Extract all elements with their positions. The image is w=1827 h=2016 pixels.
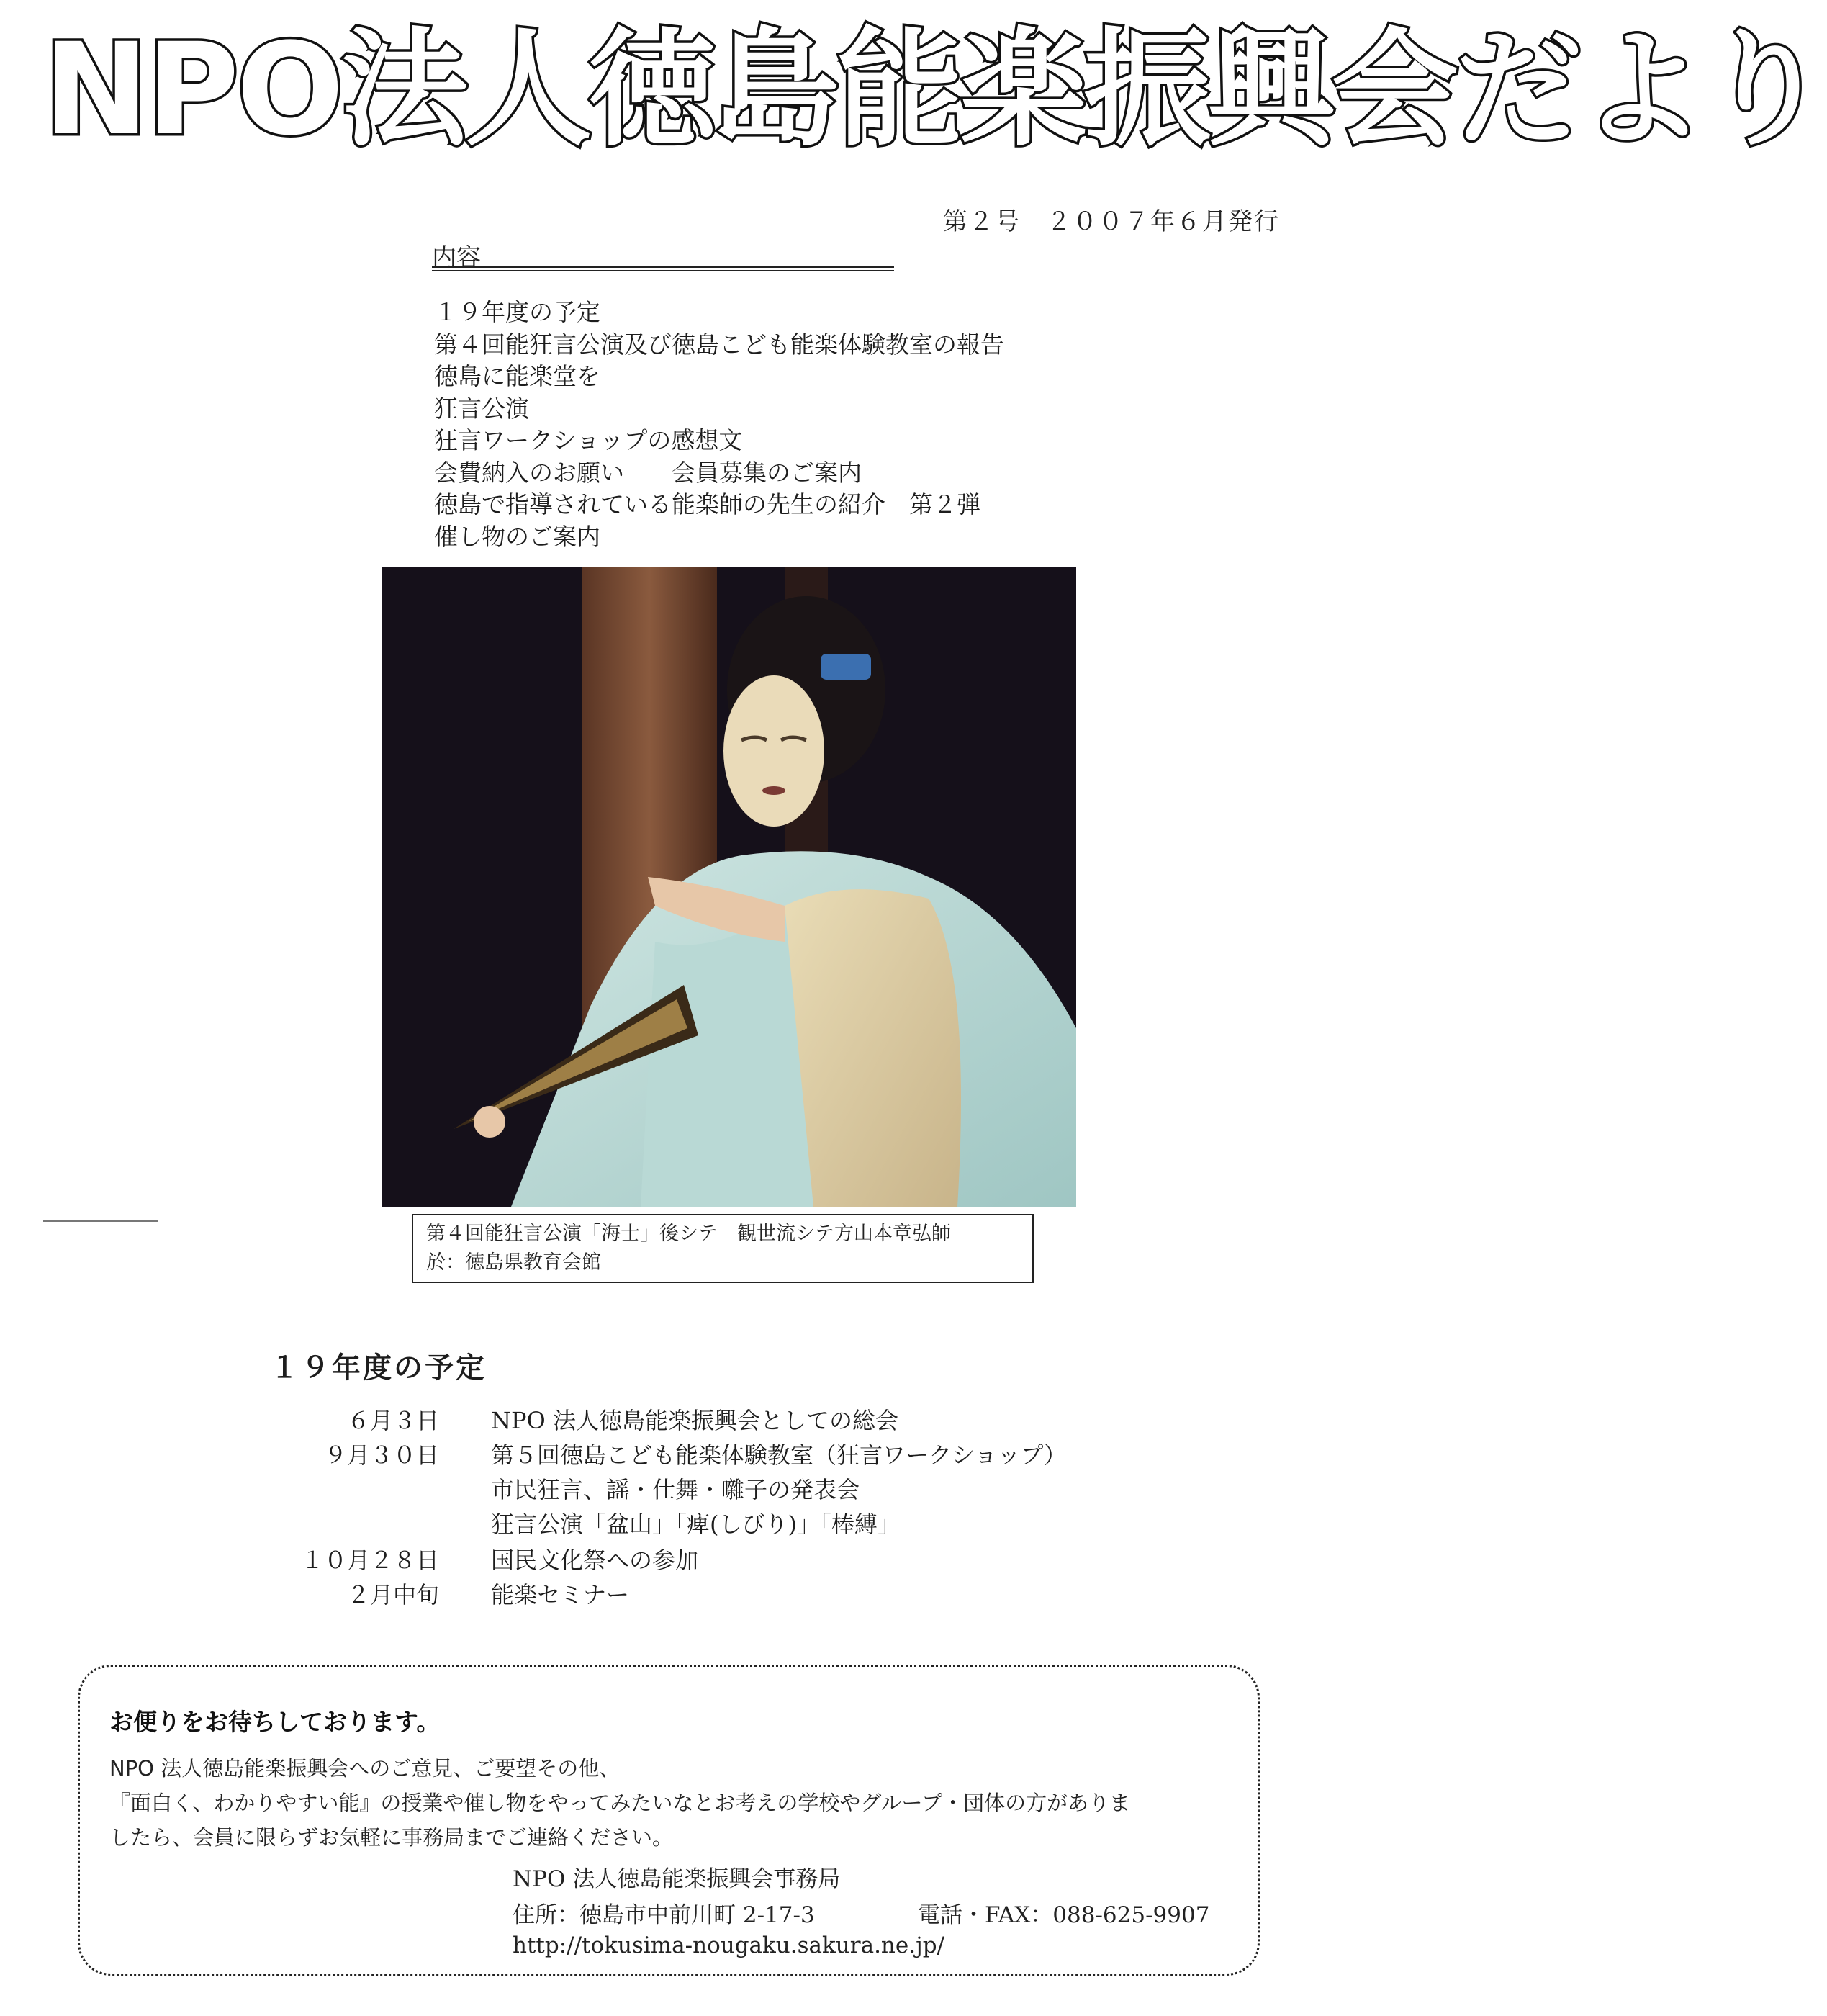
schedule-date: ２月中旬	[346, 1581, 439, 1608]
schedule-event: 国民文化祭への参加	[491, 1547, 699, 1574]
contents-item: 狂言ワークショップの感想文	[434, 426, 743, 454]
issue-info: 第２号 ２００７年６月発行	[943, 207, 1280, 236]
office-name: NPO 法人徳島能楽振興会事務局	[513, 1866, 841, 1892]
schedule-date: ６月３日	[346, 1407, 439, 1434]
contact-text-line: NPO 法人徳島能楽振興会へのご意見、ご要望その他、	[109, 1756, 621, 1781]
office-phone: 電話・FAX：088-625-9907	[918, 1902, 1210, 1928]
caption-line-1: 第４回能狂言公演「海士」後シテ 観世流シテ方山本章弘師	[426, 1223, 951, 1245]
office-address: 住所：徳島市中前川町 2-17-3	[513, 1902, 815, 1928]
contents-item: 会費納入のお願い 会員募集のご案内	[434, 458, 862, 487]
caption-line-2: 於：徳島県教育会館	[426, 1251, 601, 1274]
contents-item: 催し物のご案内	[434, 522, 600, 551]
schedule-event: NPO 法人徳島能楽振興会としての総会	[491, 1407, 898, 1434]
schedule-event: 第５回徳島こども能楽体験教室（狂言ワークショップ）	[491, 1441, 1067, 1469]
contents-list	[434, 297, 1004, 553]
noh-performer-illustration	[382, 567, 1076, 1207]
newsletter-title: NPO法人徳島能楽振興会だより	[43, 16, 1827, 163]
noh-performance-photo	[382, 567, 1076, 1207]
photo-caption	[412, 1214, 1034, 1283]
schedule-date: ９月３０日	[323, 1441, 439, 1469]
contents-item: 徳島に能楽堂を	[434, 362, 600, 390]
contents-item: １９年度の予定	[434, 298, 600, 326]
schedule-event: 狂言公演「盆山」「痺(しびり)」「棒縛」	[491, 1511, 901, 1538]
schedule-title: １９年度の予定	[270, 1351, 487, 1385]
divider	[43, 1220, 158, 1222]
contents-item: 狂言公演	[434, 394, 529, 423]
contents-item: 第４回能狂言公演及び徳島こども能楽体験教室の報告	[434, 330, 1004, 359]
contact-text-line: 『面白く、わかりやすい能』の授業や催し物をやってみたいなとお考えの学校やグループ・団体の方がありま	[109, 1791, 1131, 1815]
contents-item: 徳島で指導されている能楽師の先生の紹介 第２弾	[434, 490, 980, 518]
schedule-event: 市民狂言、謡・仕舞・囃子の発表会	[491, 1476, 860, 1503]
contact-title: お便りをお待ちしております。	[109, 1708, 441, 1736]
contents-underline	[432, 266, 894, 271]
contact-text-line: したら、会員に限らずお気軽に事務局までご連絡ください。	[109, 1825, 674, 1850]
website-link[interactable]: http://tokusima-nougaku.sakura.ne.jp/	[513, 1932, 944, 1958]
schedule-date: １０月２８日	[300, 1547, 439, 1574]
schedule-event: 能楽セミナー	[491, 1581, 630, 1608]
contents-heading: 内容	[432, 243, 481, 272]
